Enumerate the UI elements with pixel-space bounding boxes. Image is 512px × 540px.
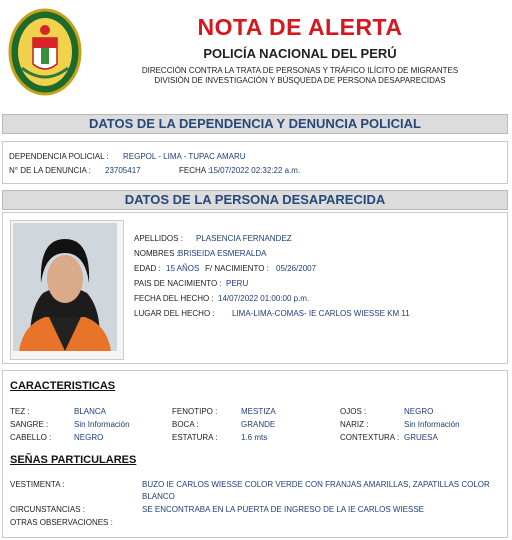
denuncia-value: 23705417 <box>105 166 141 175</box>
nombres-value: BRISEIDA ESMERALDA <box>178 249 267 258</box>
cabello-value: NEGRO <box>74 433 104 442</box>
circunstancias-label: CIRCUNSTANCIAS : <box>10 505 85 514</box>
fecha-value: 15/07/2022 02:32:22 a.m. <box>209 166 301 175</box>
estatura-value: 1.6 mts <box>241 433 268 442</box>
lugar-label: LUGAR DEL HECHO : <box>134 309 215 318</box>
pais-value: PERU <box>226 279 249 288</box>
fenotipo-label: FENOTIPO : <box>172 407 218 416</box>
dependencia-value: REGPOL - LIMA - TUPAC AMARU <box>123 152 246 161</box>
nacimiento-value: 05/26/2007 <box>276 264 317 273</box>
fenotipo-value: MESTIZA <box>241 407 276 416</box>
edad-value: 15 AÑOS <box>166 264 200 273</box>
dependencia-label: DEPENDENCIA POLICIAL : <box>9 152 109 161</box>
sangre-value: Sin Información <box>74 420 130 429</box>
section-heading-persona: DATOS DE LA PERSONA DESAPARECIDA <box>2 190 508 210</box>
cabello-label: CABELLO : <box>10 433 52 442</box>
missing-person-photo <box>13 223 117 351</box>
dependencia-box <box>2 141 508 184</box>
header <box>0 0 512 112</box>
fecha-label: FECHA : <box>179 166 211 175</box>
nacimiento-label: F/ NACIMIENTO : <box>205 264 269 273</box>
division-line: DIVISIÓN DE INVESTIGACIÓN Y BÚSQUEDA DE PERSONA DESAPARECIDAS <box>154 76 446 85</box>
edad-label: EDAD : <box>134 264 161 273</box>
lugar-value: LIMA-LIMA-COMAS- IE CARLOS WIESSE KM 11 <box>232 309 410 318</box>
fecha-hecho-value: 14/07/2022 01:00:00 p.m. <box>218 294 310 303</box>
nombres-label: NOMBRES : <box>134 249 179 258</box>
estatura-label: ESTATURA : <box>172 433 218 442</box>
page-title: NOTA DE ALERTA <box>197 14 403 40</box>
otras-observaciones-label: OTRAS OBSERVACIONES : <box>10 518 113 527</box>
circunstancias-value: SE ENCONTRABA EN LA PUERTA DE INGRESO DE LA IE CARLOS WIESSE <box>142 505 425 514</box>
tez-label: TEZ : <box>10 407 30 416</box>
police-emblem-icon <box>8 8 82 98</box>
pais-label: PAIS DE NACIMIENTO : <box>134 279 222 288</box>
contextura-value: GRUESA <box>404 433 438 442</box>
department-line: DIRECCIÓN CONTRA LA TRATA DE PERSONAS Y TRÁFICO ILÍCITO DE MIGRANTES <box>141 66 459 75</box>
apellidos-label: APELLIDOS : <box>134 234 183 243</box>
caracteristicas-heading: CARACTERISTICAS <box>10 380 116 392</box>
vestimenta-value-line1: BUZO IE CARLOS WIESSE COLOR VERDE CON FRANJAS AMARILLAS, ZAPATILLAS COLOR <box>142 480 490 489</box>
sangre-label: SANGRE : <box>10 420 49 429</box>
boca-value: GRANDE <box>241 420 276 429</box>
boca-label: BOCA : <box>172 420 199 429</box>
page-subtitle: POLICÍA NACIONAL DEL PERÚ <box>203 46 397 61</box>
fecha-hecho-label: FECHA DEL HECHO : <box>134 294 214 303</box>
tez-value: BLANCA <box>74 407 107 416</box>
vestimenta-label: VESTIMENTA : <box>10 480 65 489</box>
ojos-label: OJOS : <box>340 407 367 416</box>
apellidos-value: PLASENCIA FERNANDEZ <box>196 234 292 243</box>
section-heading-dependencia: DATOS DE LA DEPENDENCIA Y DENUNCIA POLICIAL <box>2 114 508 134</box>
denuncia-label: N° DE LA DENUNCIA : <box>9 166 91 175</box>
vestimenta-value-line2: BLANCO <box>142 492 175 501</box>
ojos-value: NEGRO <box>404 407 434 416</box>
contextura-label: CONTEXTURA : <box>340 433 400 442</box>
nariz-label: NARIZ : <box>340 420 369 429</box>
senas-heading: SEÑAS PARTICULARES <box>10 454 137 466</box>
nariz-value: Sin Información <box>404 420 460 429</box>
